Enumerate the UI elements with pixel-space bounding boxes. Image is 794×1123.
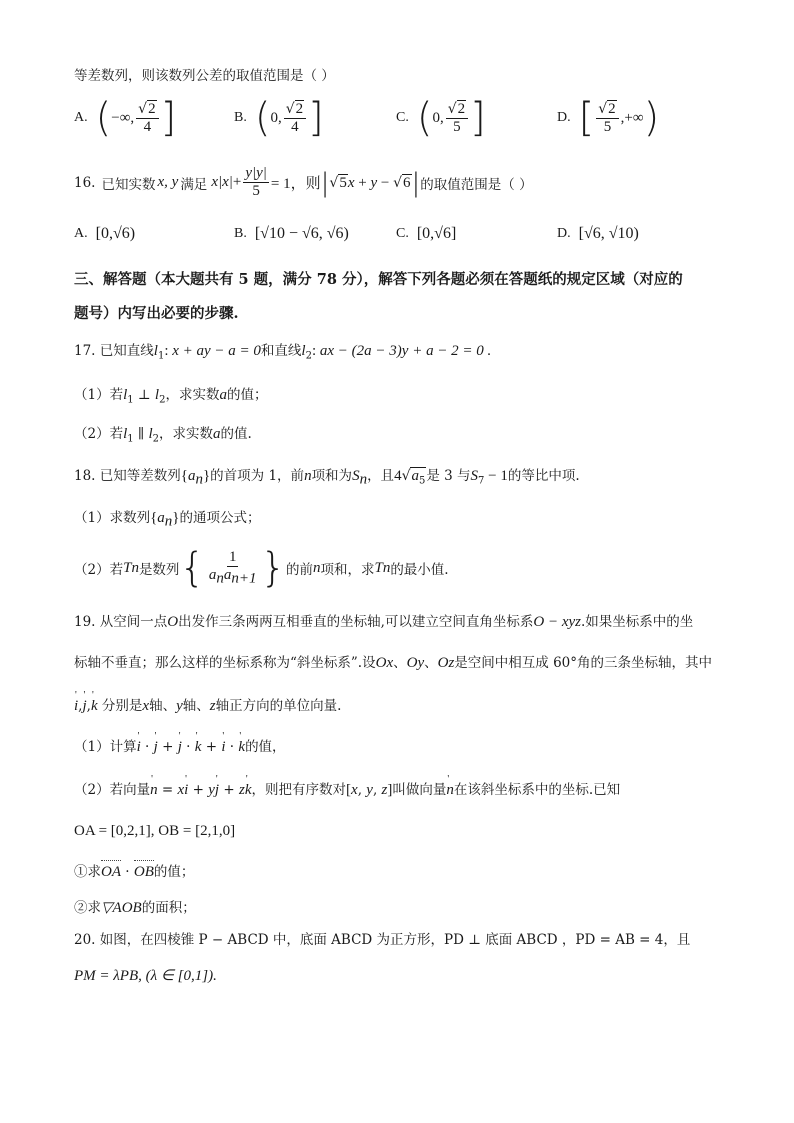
fraction: $\frac{√2}{5}$ [596, 100, 618, 136]
part-text: 的值， [245, 739, 286, 755]
q19-sub1: ①求OA · OB的值； [74, 864, 195, 880]
abs-expression: √5x + y − √6 [329, 174, 411, 191]
stem-text: 轴正方向的单位向量. [215, 698, 342, 714]
option-left: −∞, [111, 109, 135, 126]
stem-text: 已知实数 [101, 176, 156, 193]
q16-option-a [74, 225, 135, 243]
q16-stem [74, 165, 533, 200]
option-text: [0,√6) [95, 225, 136, 242]
part-text: 是数列 [138, 562, 180, 578]
fraction: $\frac{√2}{5}$ [446, 100, 468, 136]
fraction-an: $\frac{1}{a_na_{n+1}}$ [208, 548, 257, 587]
left-paren: ( [95, 95, 112, 141]
q17-stem: 17. 已知直线$l_1$: x + ay − a = 0和直线$l_2$: ax − (2a − 3)y + a − 2 = 0 . [74, 343, 492, 362]
option-label: D. [557, 110, 571, 125]
part-text: （2）若 [74, 426, 124, 442]
option-left: 0, [432, 109, 444, 126]
part-text: 的值. [220, 426, 252, 442]
stem-text: 标轴不垂直；那么这样的坐标系称为“斜坐标系”.设 [74, 655, 376, 671]
right-bracket: ] [470, 95, 486, 141]
stem-text: 出发作三条两两互相垂直的坐标轴,可以建立空间直角坐标系 [178, 614, 534, 630]
option-label: C. [396, 110, 409, 125]
eq-right: = 1，则 [270, 176, 321, 192]
abs-bar: | [411, 167, 421, 198]
part-text: ，求实数 [159, 426, 214, 442]
plus-sign: + [232, 174, 242, 190]
q15-option-d [557, 95, 660, 141]
part-text: 在该斜坐标系中的坐标.已知 [453, 782, 621, 798]
section-header-line2: 题号）内写出必要的步骤. [74, 305, 239, 322]
section-header-line1: 三、解答题（本大题共有 5 题，满分 78 分），解答下列各题必须在答题纸的规定区域（对应的 [74, 271, 683, 288]
q20-line1: 20. 如图，在四棱锥 P − ABCD 中，底面 ABCD 为正方形，PD ⊥ 底面 ABCD ，PD = AB = 4，且 [74, 932, 691, 948]
part-text: ，求实数 [165, 387, 220, 403]
part-text: （1）求数列 [74, 510, 151, 526]
option-left: 0, [270, 109, 282, 126]
variables: x, y [157, 174, 179, 190]
left-brace: { [179, 545, 205, 591]
part-text: 的值； [153, 864, 195, 880]
right-bracket: ] [308, 95, 324, 141]
stem-text: 和直线 [260, 343, 302, 359]
stem-text: 17. 已知直线 [74, 343, 154, 359]
stem-text: 满足 [180, 176, 208, 193]
option-text: [√6, √10) [578, 225, 639, 242]
fraction-y: $\frac{y|y|}{5}$ [245, 165, 267, 199]
stem-text: 轴、 [182, 698, 210, 714]
option-label: C. [396, 226, 409, 241]
option-label: B. [234, 226, 247, 241]
option-right: ,+∞ [620, 109, 644, 126]
right-paren: ) [643, 95, 660, 141]
q18-part1: （1）求数列$\{a_n\}$的通项公式； [74, 510, 261, 530]
q16-option-c [396, 225, 456, 243]
stem-text: 的等比中项. [507, 468, 580, 484]
q15-stem-tail: 等差数列，则该数列公差的取值范围是（ ） [74, 68, 335, 84]
part-text: 项和，求 [320, 562, 375, 578]
stem-text: 18. 已知等差数列 [74, 468, 181, 484]
line-l1-eq: x + ay − a = 0 [172, 343, 261, 359]
q16-option-b [234, 225, 349, 243]
part-text: 的通项公式； [179, 510, 261, 526]
stem-text: 19. 从空间一点 [74, 614, 168, 630]
part-text: 的值； [226, 387, 268, 403]
q19-line2: 标轴不垂直；那么这样的坐标系称为“斜坐标系”.设Ox、Oy、Oz是空间中相互成 60°角的三条坐标轴，其中 [74, 655, 713, 671]
q15-option-c [396, 95, 486, 141]
line-l2-eq: ax − (2a − 3)y + a − 2 = 0 . [319, 343, 492, 359]
fraction: $\frac{√2}{4}$ [136, 100, 158, 136]
eq-left: x|x| [211, 174, 233, 190]
option-label: B. [234, 110, 247, 125]
question-number: 16. [74, 174, 96, 191]
stem-text: 的首项为 1，前 [210, 468, 305, 484]
part-text: 叫做向量 [392, 782, 447, 798]
part-text: （2）若 [74, 562, 124, 578]
option-text: [√10 − √6, √6) [254, 225, 349, 242]
q17-part1: （1）若$l_1$ ⊥ $l_2$，求实数a的值； [74, 387, 268, 406]
left-bracket: [ [578, 95, 595, 141]
left-paren: ( [254, 95, 271, 141]
q18-part2: （2）若 T n 是数列 { $\frac{1}{a_na_{n+1}}$ } 的前 n 项和，求 T n 的最小值. [74, 545, 449, 591]
q19-part2: （2）若向量' n = x' i + y' j + z' k，则把有序数对[x, y, z]叫做向量' n在该斜坐标系中的坐标.已知 [74, 780, 620, 800]
part-text: ②求 [74, 900, 101, 916]
q16-option-d [557, 225, 639, 243]
q17-part2: （2）若$l_1$ ∥ $l_2$，求实数a的值. [74, 426, 252, 445]
stem-text: 项和为 [311, 468, 353, 484]
stem-text: 是 3 与 [426, 468, 471, 484]
part-text: （2）若向量 [74, 782, 151, 798]
q20-line2: PM = λPB, (λ ∈ [0,1]). [74, 968, 217, 984]
q19-given-vectors: OA = [0,2,1], OB = [2,1,0] [74, 823, 236, 839]
stem-text: 的取值范围是（ ） [420, 176, 533, 193]
option-text: [0,√6] [416, 225, 457, 242]
stem-text: 分别是 [101, 698, 143, 714]
option-label: A. [74, 226, 88, 241]
part-text: ，则把有序数对 [251, 782, 347, 798]
q15-option-a [74, 95, 177, 141]
right-bracket: ] [160, 95, 177, 141]
stem-text: .如果坐标系中的坐 [581, 614, 694, 630]
q19-line3: ' i,' j,' k 分别是x轴、y轴、z轴正方向的单位向量. [74, 696, 341, 716]
q15-option-b [234, 95, 324, 141]
part-text: （1）若 [74, 387, 124, 403]
q19-line1: 19. 从空间一点O出发作三条两两互相垂直的坐标轴,可以建立空间直角坐标系O − xyz.如果坐标系中的坐 [74, 614, 694, 630]
stem-text: 是空间中相互成 60°角的三条坐标轴，其中 [454, 655, 713, 671]
right-brace: } [260, 545, 286, 591]
part-text: 的面积； [141, 900, 196, 916]
part-text: ①求 [74, 864, 101, 880]
q18-stem: 18. 已知等差数列$\{a_n\}$的首项为 1，前n项和为$S_n$，且$4√a_5$是 3 与$S_7 - 1$的等比中项. [74, 468, 580, 488]
part-text: （1）计算 [74, 739, 137, 755]
fraction: $\frac{√2}{4}$ [284, 100, 306, 136]
abs-bar: | [320, 167, 330, 198]
part-text: 的前 [285, 562, 313, 578]
q19-sub2: ②求▽AOB的面积； [74, 900, 196, 916]
option-label: A. [74, 110, 88, 125]
stem-text: 轴、 [149, 698, 177, 714]
q19-part1: （1）计算' i · ' j + ' j · ' k + ' i · ' k的值， [74, 737, 286, 757]
part-text: 的最小值. [390, 562, 449, 578]
left-paren: ( [416, 95, 433, 141]
option-label: D. [557, 226, 571, 241]
stem-text: ，且 [367, 468, 395, 484]
